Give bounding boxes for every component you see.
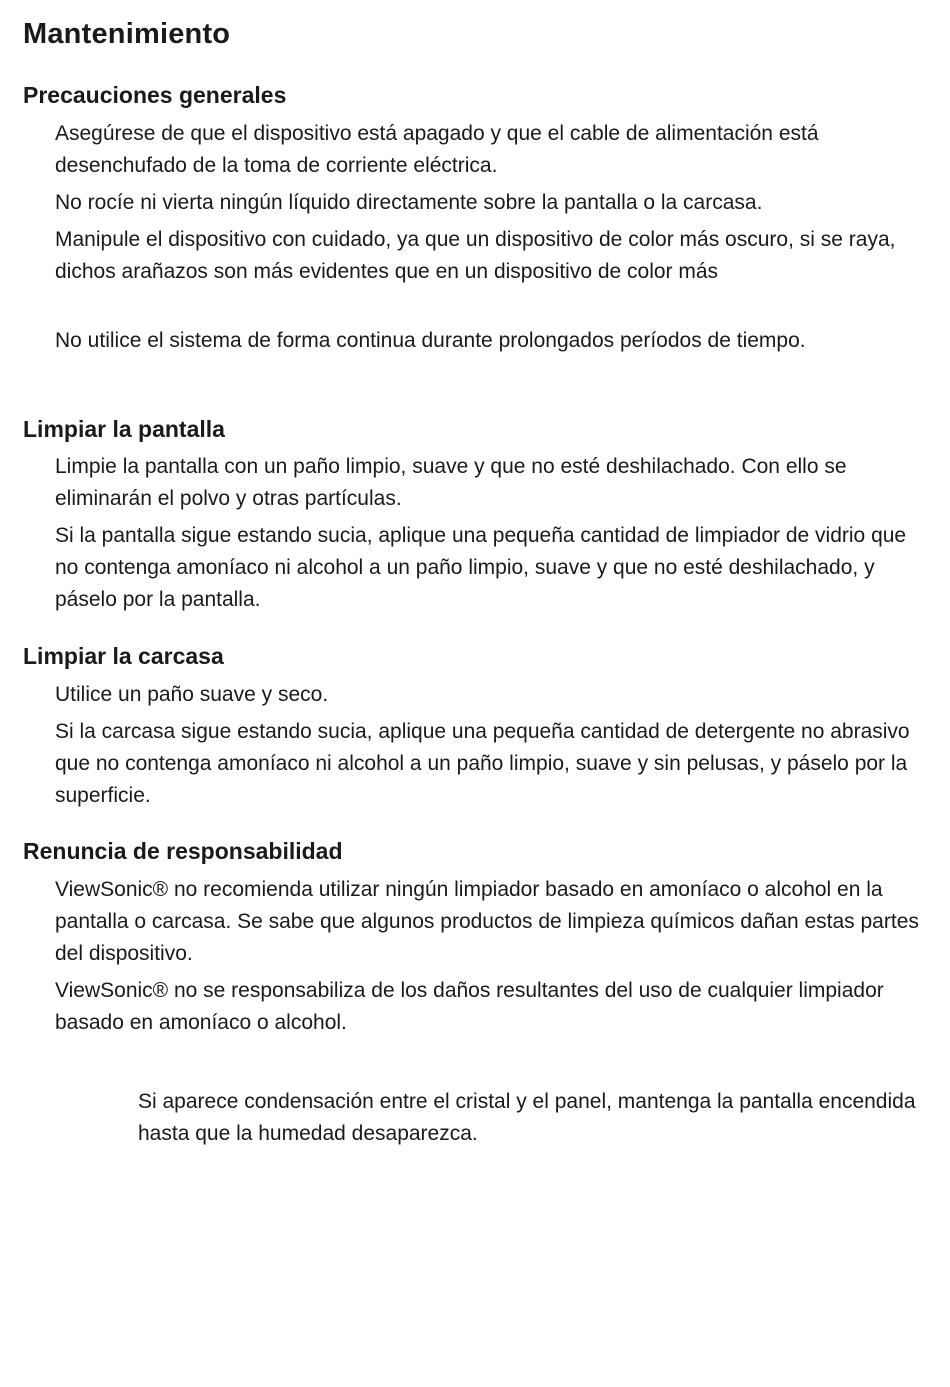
section-heading-limpiar-la-pantalla: Limpiar la pantalla: [23, 416, 225, 442]
paragraph-text: Manipule el dispositivo con cuidado, ya que un dispositivo de color más oscuro, si se raya, dichos arañazos son más evidentes que en un dispositivo de color más: [55, 228, 896, 283]
paragraph: Limpie la pantalla con un paño limpio, suave y que no esté deshilachado. Con ello se eliminarán el polvo y otras partículas.: [55, 455, 847, 510]
paragraph: ViewSonic® no se responsabiliza de los daños resultantes del uso de cualquier limpiador basado en amoníaco o alcohol.: [55, 979, 884, 1034]
paragraph: Si la pantalla sigue estando sucia, aplique una pequeña cantidad de limpiador de vidrio que no contenga amoníaco ni alcohol a un paño limpio, suave y que no esté deshilachado, y páselo por la pantalla.: [55, 524, 907, 611]
paragraph: No utilice el sistema de forma continua durante prolongados períodos de tiempo.: [55, 329, 806, 352]
paragraph: Si la carcasa sigue estando sucia, aplique una pequeña cantidad de detergente no abrasivo que no contenga amoníaco ni alcohol a un paño limpio, suave y sin pelusas, y páselo por la superficie.: [55, 720, 910, 807]
condensation-note: Si aparece condensación entre el cristal y el panel, mantenga la pantalla encendida hasta que la humedad desaparezca.: [138, 1090, 916, 1145]
page-title: Mantenimiento: [23, 18, 231, 50]
paragraph: Asegúrese de que el dispositivo está apagado y que el cable de alimentación está desenchufado de la toma de corriente eléctrica.: [55, 122, 819, 177]
section-heading-limpiar-la-carcasa: Limpiar la carcasa: [23, 643, 224, 669]
paragraph: [55, 224, 925, 288]
paragraph: No rocíe ni vierta ningún líquido directamente sobre la pantalla o la carcasa.: [55, 191, 763, 214]
paragraph: Utilice un paño suave y seco.: [55, 683, 329, 706]
section-heading-precauciones-generales: Precauciones generales: [23, 82, 287, 108]
section-heading-renuncia-de-responsabilidad: Renuncia de responsabilidad: [23, 838, 343, 864]
paragraph: ViewSonic® no recomienda utilizar ningún limpiador basado en amoníaco o alcohol en la pantalla o carcasa. Se sabe que algunos productos de limpieza químicos dañan estas partes del dispositivo.: [55, 878, 919, 965]
